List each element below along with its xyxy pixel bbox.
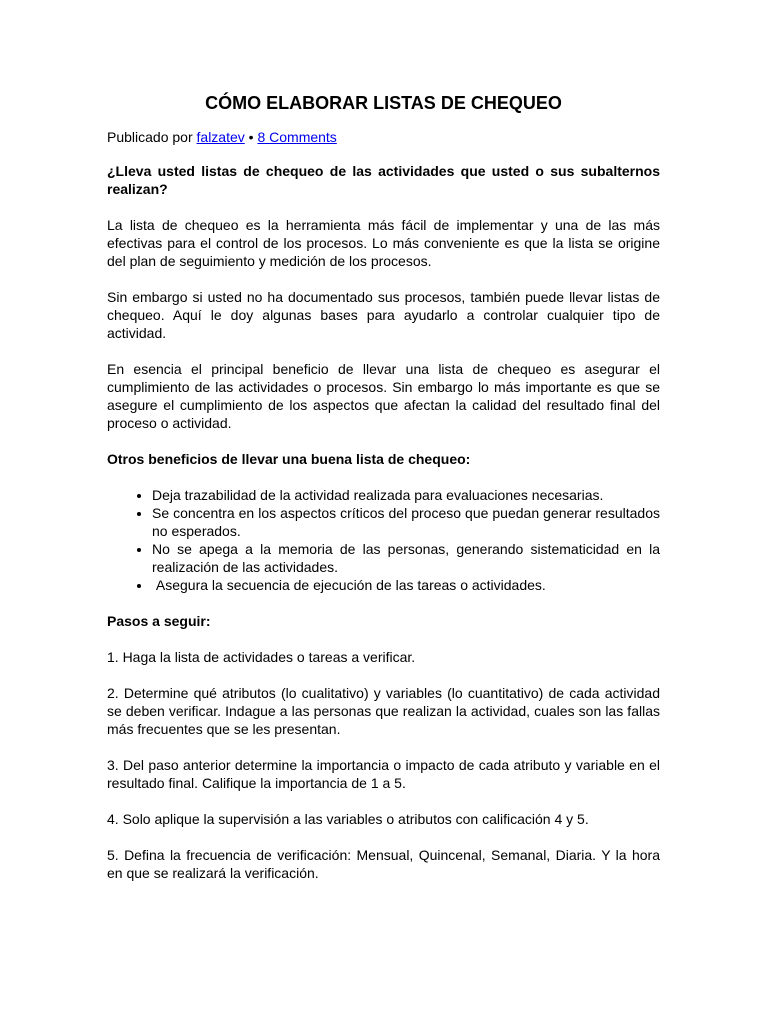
document-page xyxy=(107,92,660,900)
benefit-item: • Se concentra en los aspectos críticos del proceso que puedan generar resultados no esperados. xyxy=(152,504,660,540)
paragraph-3: En esencia el principal beneficio de llevar una lista de chequeo es asegurar el cumplimiento de las actividades o procesos. Sin embargo lo más importante es que se asegure el cumplimiento de los aspectos que afectan la calidad del resultado final del proceso o actividad. xyxy=(107,361,660,431)
byline-separator: • xyxy=(244,129,258,145)
step-5: 5. Defina la frecuencia de verificación: Mensual, Quincenal, Semanal, Diaria. Y la hora en que se realizará la verificación. xyxy=(107,847,660,881)
benefit-item: • No se apega a la memoria de las personas, generando sistematicidad en la realización de las actividades. xyxy=(152,540,660,576)
author-link[interactable]: falzatev xyxy=(196,129,245,145)
paragraph-1: La lista de chequeo es la herramienta más fácil de implementar y una de las más efectivas para el control de los procesos. Lo más conveniente es que la lista se origine del plan de seguimiento y medición de los procesos. xyxy=(107,217,660,269)
step-3: 3. Del paso anterior determine la importancia o impacto de cada atributo y variable en el resultado final. Califique la importancia de 1 a 5. xyxy=(107,757,660,791)
step-1: 1. Haga la lista de actividades o tareas a verificar. xyxy=(107,649,416,665)
page-title: CÓMO ELABORAR LISTAS DE CHEQUEO xyxy=(205,93,562,113)
benefits-heading: Otros beneficios de llevar una buena lista de chequeo: xyxy=(107,451,471,467)
steps-heading: Pasos a seguir: xyxy=(107,613,211,629)
paragraph-2: Sin embargo si usted no ha documentado sus procesos, también puede llevar listas de chequeo. Aquí le doy algunas bases para ayudarlo a controlar cualquier tipo de actividad. xyxy=(107,289,660,341)
comments-link[interactable]: 8 Comments xyxy=(257,129,337,145)
byline xyxy=(107,129,660,146)
benefits-list xyxy=(107,486,660,594)
benefit-item: • Deja trazabilidad de la actividad realizada para evaluaciones necesarias. xyxy=(152,486,660,504)
benefit-item: • Asegura la secuencia de ejecución de las tareas o actividades. xyxy=(152,576,660,594)
step-2: 2. Determine qué atributos (lo cualitativo) y variables (lo cuantitativo) de cada actividad se deben verificar. Indague a las personas que realizan la actividad, cuales son las fallas más frecuentes que se les presentan. xyxy=(107,685,660,737)
step-4: 4. Solo aplique la supervisión a las variables o atributos con calificación 4 y 5. xyxy=(107,811,589,827)
byline-prefix: Publicado por xyxy=(107,129,197,145)
intro-question: ¿Lleva usted listas de chequeo de las actividades que usted o sus subalternos realizan? xyxy=(107,163,660,197)
